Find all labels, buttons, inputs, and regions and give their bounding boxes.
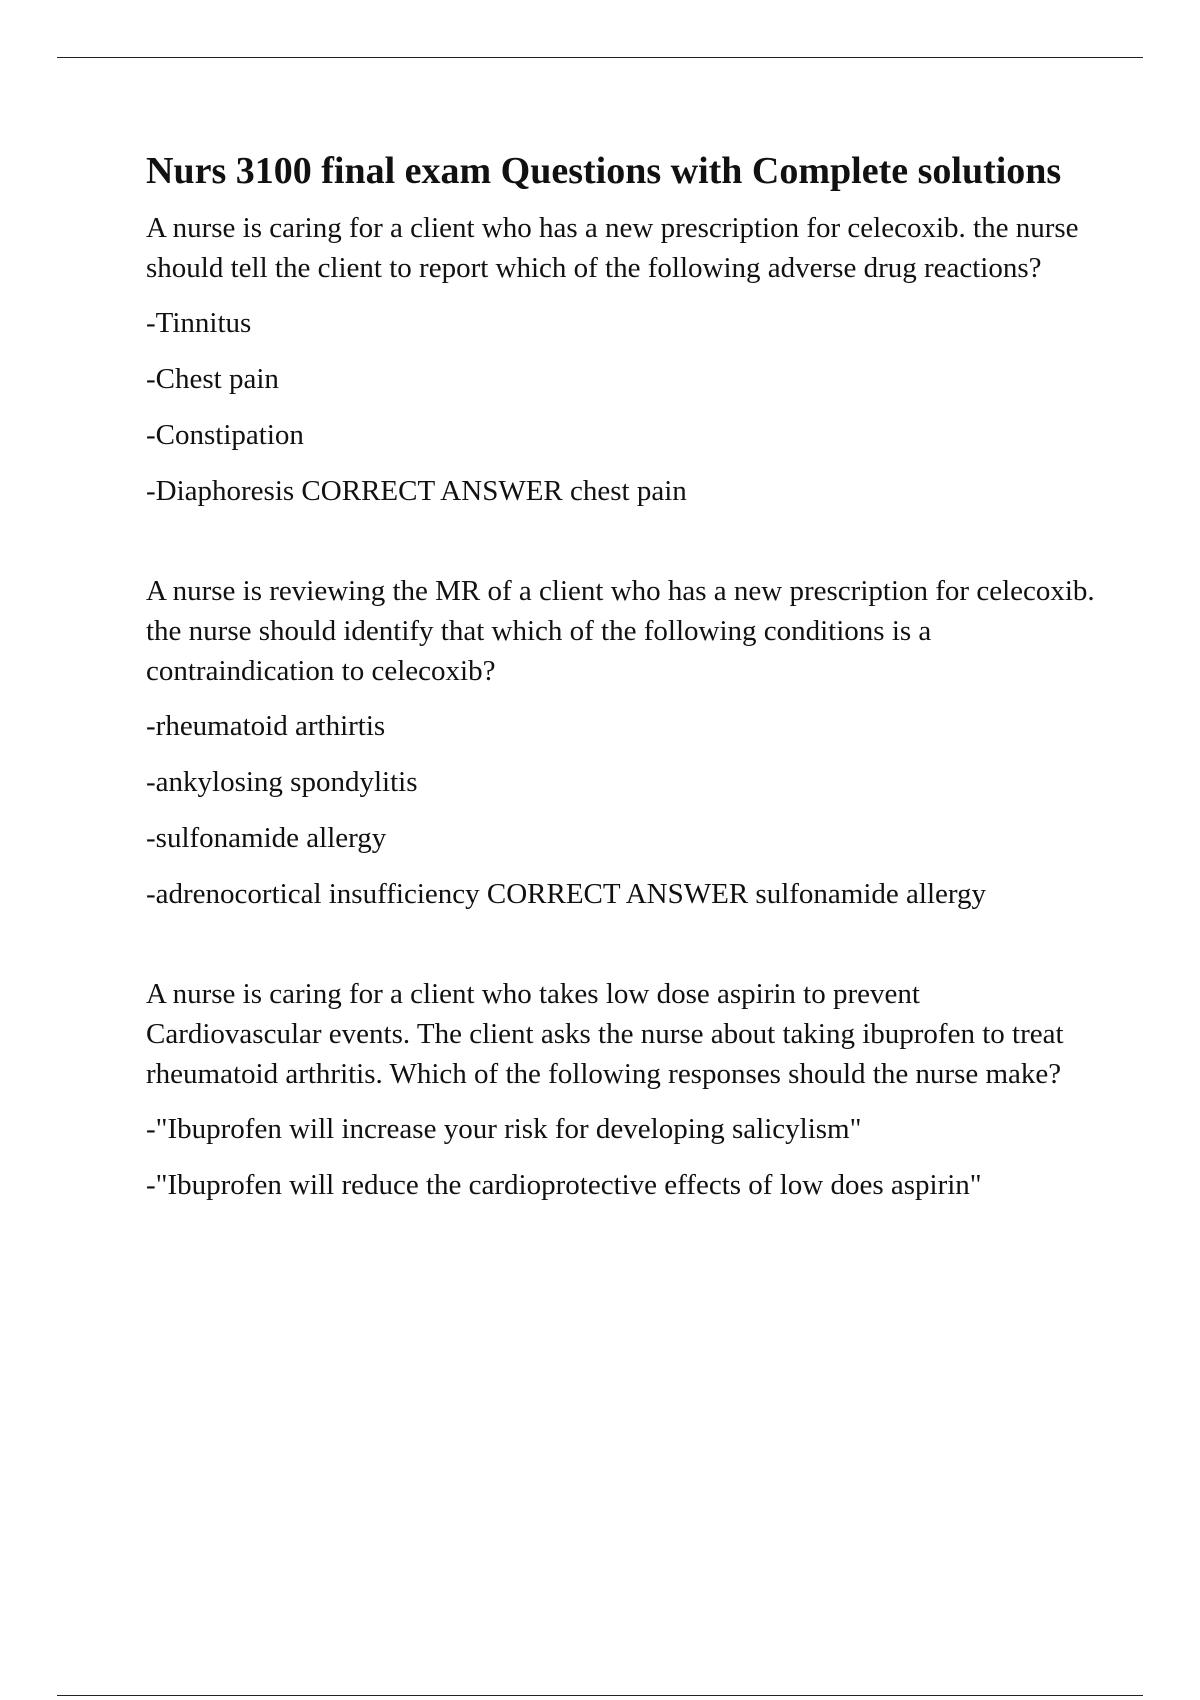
top-rule — [57, 57, 1143, 58]
question-text: A nurse is caring for a client who has a new prescription for celecoxib. the nurse should tell the client to report which of the following adverse drug reactions? — [146, 212, 1079, 284]
question-text: A nurse is caring for a client who takes low dose aspirin to prevent Cardiovascular events. The client asks the nurse about taking ibuprofen to treat rheumatoid arthritis. Which of the following responses should the nurse make? — [146, 978, 1064, 1090]
question-block — [146, 571, 1096, 914]
question-block — [146, 208, 1096, 511]
answer-option: -"Ibuprofen will reduce the cardioprotective effects of low does aspirin" — [146, 1169, 982, 1201]
document-body — [146, 146, 1096, 1221]
answer-option: -Chest pain — [146, 363, 279, 395]
answer-option: -Diaphoresis CORRECT ANSWER chest pain — [146, 475, 687, 507]
answer-option: -Constipation — [146, 419, 304, 451]
answer-option: -sulfonamide allergy — [146, 822, 387, 854]
document-title: Nurs 3100 final exam Questions with Complete solutions — [146, 150, 1062, 192]
answer-option: -rheumatoid arthirtis — [146, 710, 386, 742]
question-text: A nurse is reviewing the MR of a client who has a new prescription for celecoxib. the nurse should identify that which of the following conditions is a contraindication to celecoxib? — [146, 575, 1095, 687]
bottom-rule — [57, 1695, 1143, 1696]
answer-option: -"Ibuprofen will increase your risk for developing salicylism" — [146, 1113, 862, 1145]
answer-option: -Tinnitus — [146, 307, 252, 339]
question-block — [146, 974, 1096, 1205]
answer-option: -ankylosing spondylitis — [146, 766, 418, 798]
answer-option: -adrenocortical insufficiency CORRECT ANSWER sulfonamide allergy — [146, 878, 987, 910]
